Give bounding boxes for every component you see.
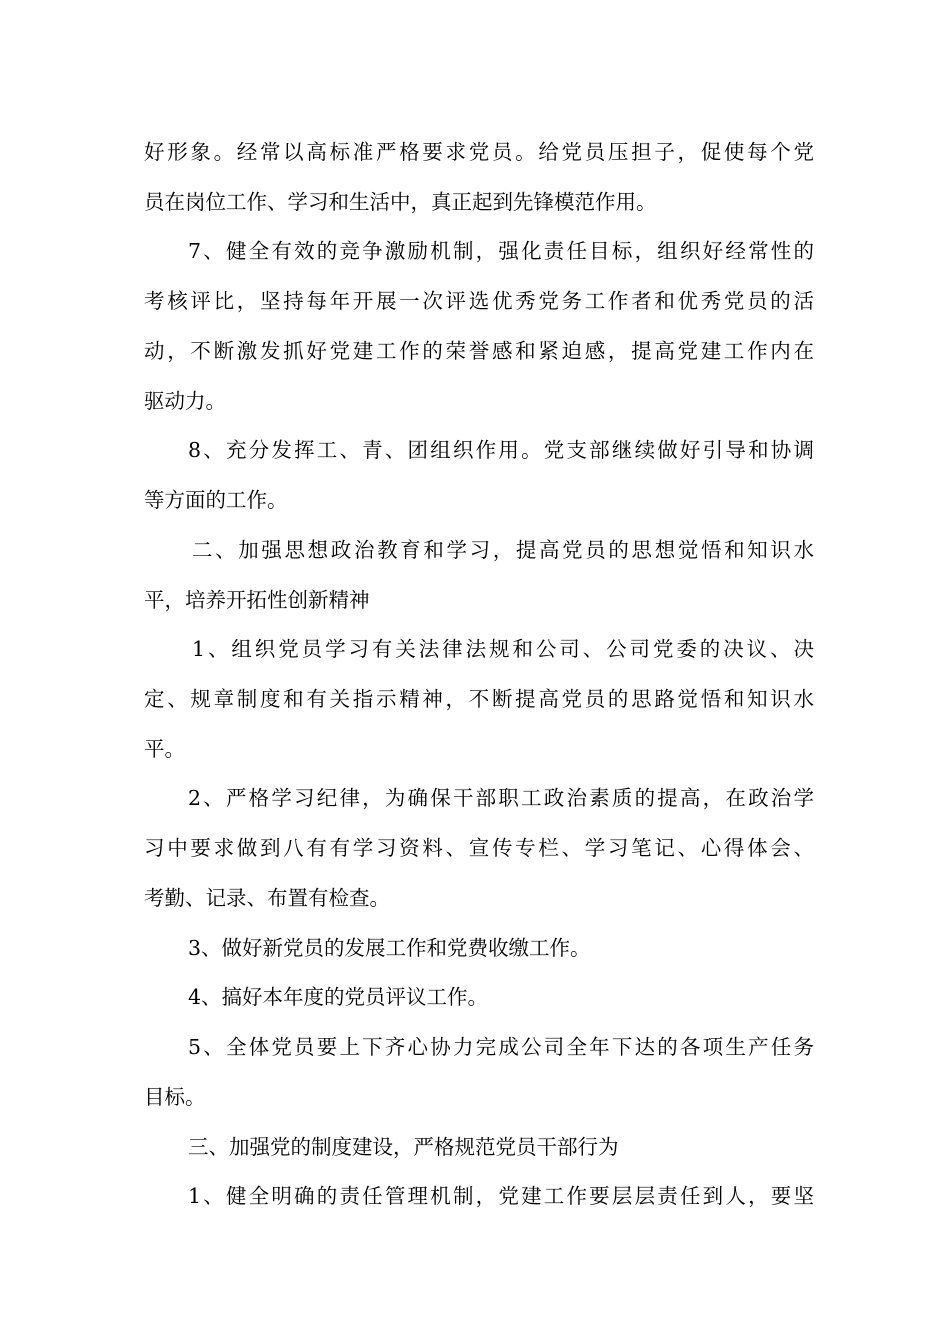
section-heading: 二、加强思想政治教育和学习，提高党员的思想觉悟和知识水 [192,538,814,562]
text-line: 1、健全明确的责任管理机制，党建工作要层层责任到人，要坚 [188,1184,814,1208]
section-heading: 三、加强党的制度建设，严格规范党员干部行为 [188,1135,619,1159]
text-line: 等方面的工作。 [144,488,288,512]
text-line: 目标。 [144,1085,206,1109]
section-heading: 平，培养开拓性创新精神 [144,588,370,612]
text-line: 8、充分发挥工、青、团组织作用。党支部继续做好引导和协调 [188,438,814,462]
text-line: 考核评比，坚持每年开展一次评选优秀党务工作者和优秀党员的活 [144,289,814,313]
text-line: 定、规章制度和有关指示精神，不断提高党员的思路觉悟和知识水 [144,687,814,711]
text-line: 考勤、记录、布置有检查。 [144,886,390,910]
text-line: 平。 [144,737,185,761]
text-line: 4、搞好本年度的党员评议工作。 [188,985,489,1009]
text-line: 1、组织党员学习有关法律法规和公司、公司党委的决议、决 [192,637,814,661]
text-line: 2、严格学习纪律，为确保干部职工政治素质的提高，在政治学 [188,786,814,810]
text-line: 3、做好新党员的发展工作和党费收缴工作。 [188,936,591,960]
text-line: 5、全体党员要上下齐心协力完成公司全年下达的各项生产任务 [188,1035,814,1059]
text-line: 动，不断激发抓好党建工作的荣誉感和紧迫感，提高党建工作内在 [144,339,814,363]
text-line: 7、健全有效的竞争激励机制，强化责任目标，组织好经常性的 [188,239,814,263]
text-line: 员在岗位工作、学习和生活中，真正起到先锋模范作用。 [144,190,657,214]
text-line: 驱动力。 [144,389,226,413]
text-line: 习中要求做到八有有学习资料、宣传专栏、学习笔记、心得体会、 [144,836,814,860]
text-line: 好形象。经常以高标准严格要求党员。给党员压担子，促使每个党 [144,140,814,164]
